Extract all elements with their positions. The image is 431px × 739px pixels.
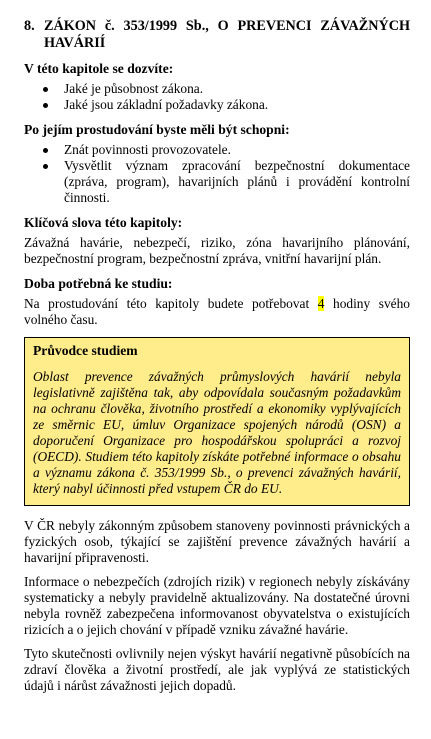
list-item: Znát povinnosti provozovatele. — [64, 142, 410, 158]
keywords-text: Závažná havárie, nebezpečí, riziko, zóna havarijního plánování, bezpečnostní program, bezpečnostní zpráva, vnitřní havarijní plán. — [24, 235, 410, 266]
study-guide-text: Oblast prevence závažných průmyslových havárií nebyla legislativně zajištěna tak, aby odpovídala současným požadavkům na ochranu člověka, životního prostředí a ekonomiky vyplývajících ze směrnic EU, úmluv Organizace spojených národů (OSN) a doporučení Organizace pro hospodářskou spolupráci a rozvoj (OECD). Studiem této kapitoly získáte potřebné informace o obsahu a významu zákona č. 353/1999 Sb., o prevenci závažných havárií, který nabyl účinnosti před vstupem ČR do EU. — [33, 369, 401, 496]
time-before: Na prostudování této kapitoly budete potřebovat — [24, 296, 318, 311]
document-page — [24, 18, 410, 702]
body-paragraph-3: Tyto skutečnosti ovlivnily nejen výskyt havárií negativně působících na zdraví člověka a životní prostředí, ale jak vyplývá ze statistických údajů i nárůst závažnosti jejich dopadů. — [24, 646, 410, 693]
body-paragraph-1: V ČR nebyly zákonným způsobem stanoveny povinnosti právnických a fyzických osob, týkající se zajištění prevence závažných havárií a havarijní připravenosti. — [24, 518, 410, 565]
study-guide-heading: Průvodce studiem — [33, 343, 138, 358]
time-heading: Doba potřebná ke studiu: — [24, 276, 173, 291]
chapter-title-text: ZÁKON č. 353/1999 Sb., O PREVENCI ZÁVAŽNÝCH HAVÁRIÍ — [44, 18, 410, 51]
chapter-title — [24, 18, 410, 52]
time-text — [24, 296, 410, 328]
study-guide-box — [24, 337, 410, 506]
able-list — [24, 142, 410, 206]
learn-list — [24, 81, 410, 113]
body-paragraph-2: Informace o nebezpečích (zdrojích rizik) v regionech nebyly získávány systematicky a nebyly pravidelně aktualizovány. Na dostatečné úrovni nebyla rovněž zabezpečena informovanost obyvatelstva o existujících rizicích a o jejich chování v případě vzniku závažné havárie. — [24, 574, 410, 637]
list-item: Vysvětlit význam zpracování bezpečnostní dokumentace (zpráva, program), havarijních plánů i provádění kontrolní činnosti. — [64, 158, 410, 205]
able-heading: Po jejím prostudování byste měli být schopni: — [24, 122, 290, 137]
list-item: Jaké jsou základní požadavky zákona. — [64, 97, 410, 113]
time-after: hodiny svého volného času. — [24, 296, 410, 327]
chapter-number: 8. — [24, 18, 35, 34]
time-hours-highlight: 4 — [317, 296, 325, 311]
keywords-heading: Klíčová slova této kapitoly: — [24, 215, 183, 230]
learn-heading: V této kapitole se dozvíte: — [24, 61, 174, 76]
list-item: Jaké je působnost zákona. — [64, 81, 410, 97]
